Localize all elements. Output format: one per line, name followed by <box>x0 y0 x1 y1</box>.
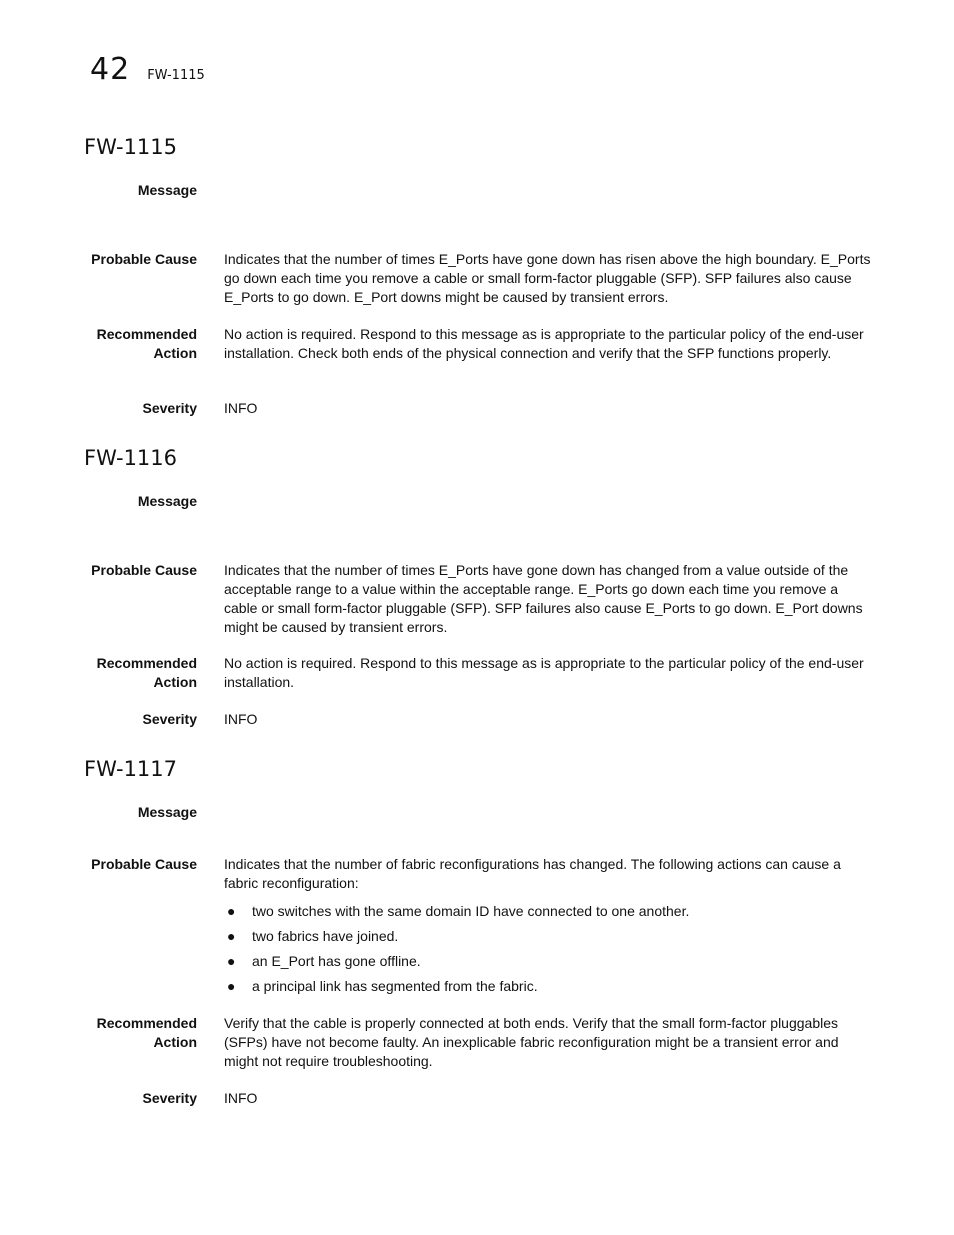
message-label: Message <box>137 804 197 820</box>
recommended-label-line-1: Recommended <box>96 326 197 342</box>
recommended-action-text: No action is required. Respond to this message as is appropriate to the particular policy of the end-user installation. Check both ends of the physical connection and verify that the SFP functions properly. <box>224 326 864 361</box>
severity-value: INFO <box>224 400 258 416</box>
list-item-text: two switches with the same domain ID have connected to one another. <box>252 903 690 919</box>
list-item-text: an E_Port has gone offline. <box>252 953 421 969</box>
list-item-text: two fabrics have joined. <box>252 928 399 944</box>
recommended-action-label <box>97 654 197 692</box>
recommended-action-text: No action is required. Respond to this message as is appropriate to the particular policy of the end-user installation. <box>224 655 864 690</box>
page-header <box>90 52 205 87</box>
severity-label: Severity <box>142 711 197 727</box>
probable-cause-text: Indicates that the number of times E_Ports have gone down has changed from a value outside of the acceptable range to a value within the acceptable range. E_Ports go down each time you remove a cable or small form-factor pluggable (SFP). SFP failures also cause E_Ports to go down. E_Port downs might be caused by transient errors. <box>224 562 863 635</box>
severity-label: Severity <box>142 400 197 416</box>
probable-cause-label: Probable Cause <box>91 251 197 267</box>
list-item <box>224 977 872 996</box>
severity-value: INFO <box>224 1090 258 1106</box>
recommended-label-line-2: Action <box>153 345 197 361</box>
probable-cause-block <box>224 855 872 1002</box>
message-label: Message <box>137 493 197 509</box>
list-item <box>224 952 872 971</box>
recommended-label-line-1: Recommended <box>96 1015 197 1031</box>
recommended-action-text: Verify that the cable is properly connected at both ends. Verify that the small form-factor pluggables (SFPs) have not become faulty. An inexplicable fabric reconfiguration might be a transient error and might not require troubleshooting. <box>224 1015 839 1069</box>
section-title: FW-1115 <box>84 135 178 159</box>
bullet-icon: ● <box>227 953 236 969</box>
recommended-label-line-2: Action <box>153 674 197 690</box>
bullet-icon: ● <box>227 978 236 994</box>
list-item <box>224 902 872 921</box>
recommended-label-line-1: Recommended <box>96 655 197 671</box>
bullet-icon: ● <box>227 903 236 919</box>
section-title: FW-1117 <box>84 757 178 781</box>
list-item <box>224 927 872 946</box>
recommended-action-label <box>97 325 197 363</box>
cause-list <box>224 902 872 996</box>
chapter-number: 42 <box>90 52 131 87</box>
list-item-text: a principal link has segmented from the fabric. <box>252 978 538 994</box>
probable-cause-label: Probable Cause <box>91 562 197 578</box>
bullet-icon: ● <box>227 928 236 944</box>
recommended-label-line-2: Action <box>153 1034 197 1050</box>
probable-cause-text: Indicates that the number of fabric reconfigurations has changed. The following actions can cause a fabric reconfiguration: <box>224 856 841 891</box>
severity-value: INFO <box>224 711 258 727</box>
severity-label: Severity <box>142 1090 197 1106</box>
recommended-action-label <box>97 1014 197 1052</box>
section-title: FW-1116 <box>84 446 178 470</box>
probable-cause-text: Indicates that the number of times E_Ports have gone down has risen above the high boundary. E_Ports go down each time you remove a cable or small form-factor pluggable (SFP). SFP failures also cause E_Ports to go down. E_Port downs might be caused by transient errors. <box>224 251 871 305</box>
message-label: Message <box>137 182 197 198</box>
probable-cause-label: Probable Cause <box>91 856 197 872</box>
running-title: FW-1115 <box>147 68 205 83</box>
